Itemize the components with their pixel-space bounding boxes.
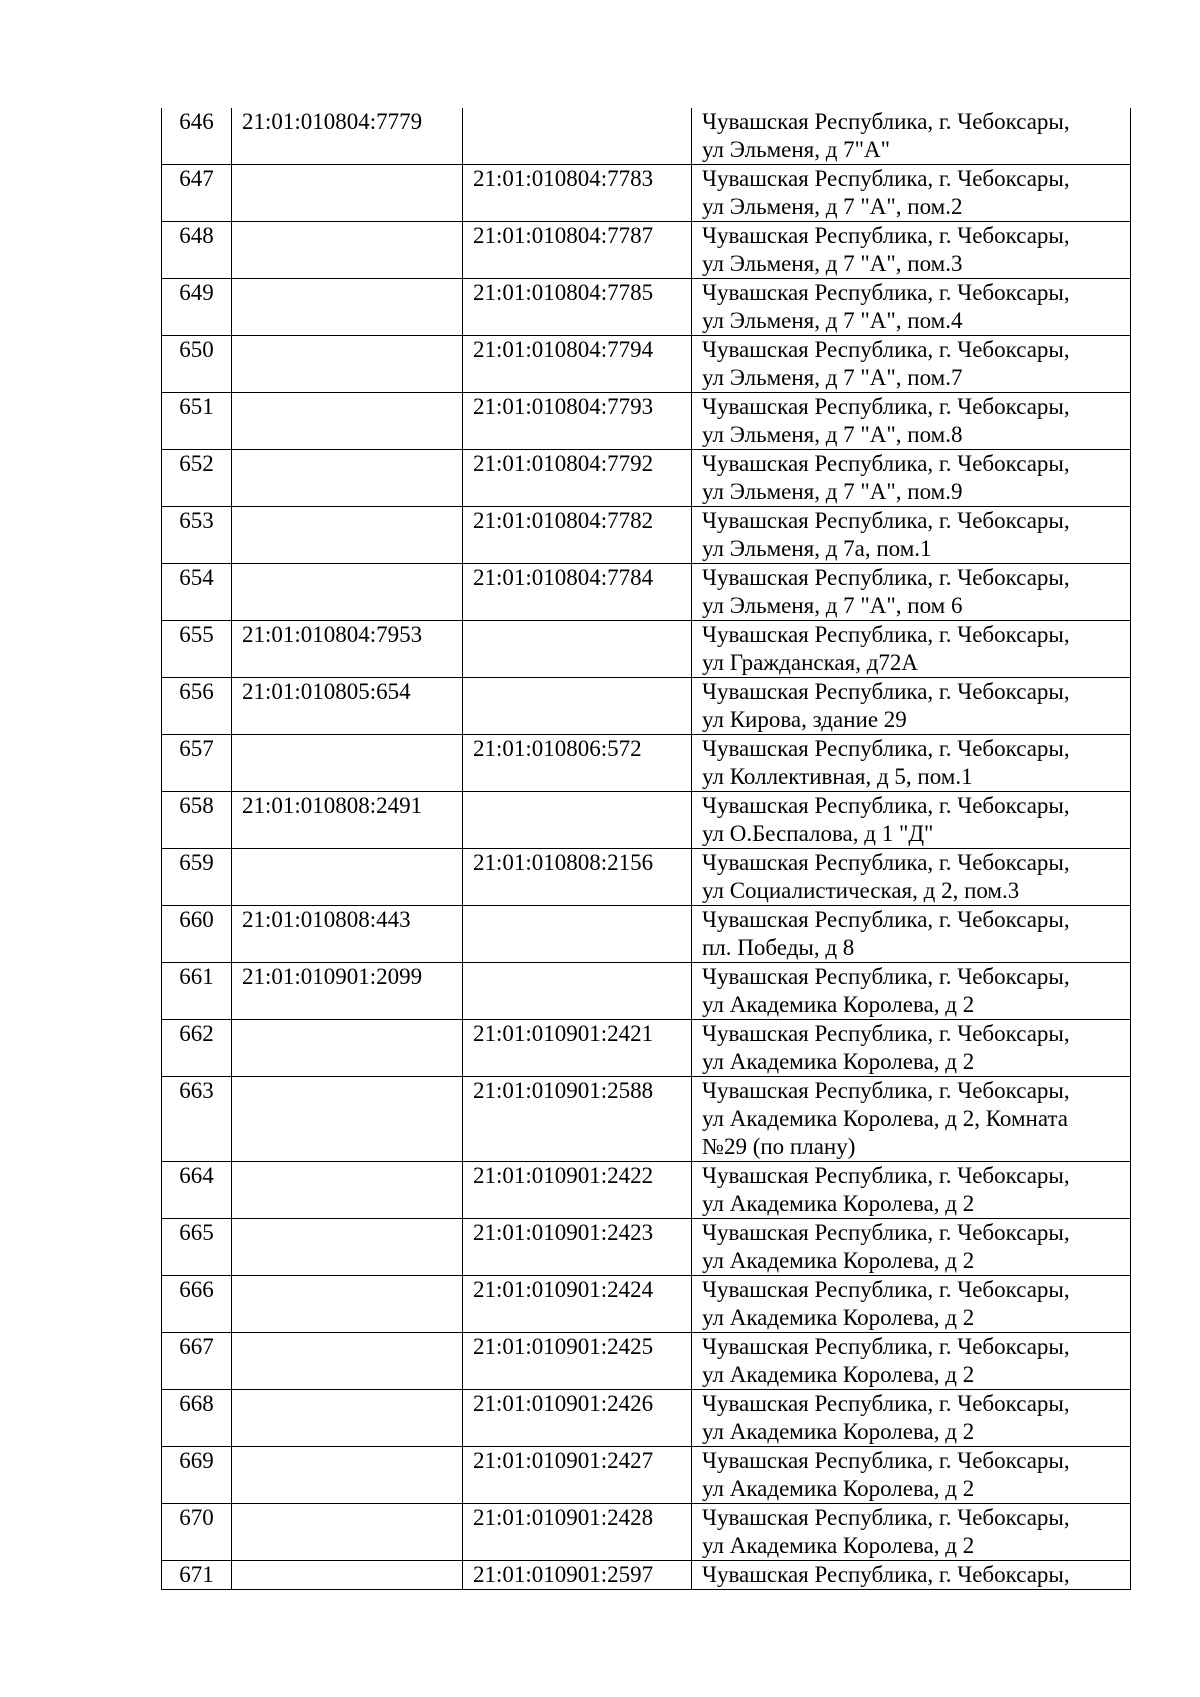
- address-line: Чувашская Республика, г. Чебоксары,: [702, 1277, 1070, 1302]
- address-cell: [692, 1162, 1131, 1219]
- premises-cadastral-number: [463, 621, 692, 678]
- land-cadastral-number: [232, 165, 463, 222]
- address-line: Чувашская Республика, г. Чебоксары,: [702, 394, 1070, 419]
- address-line: Чувашская Республика, г. Чебоксары,: [702, 166, 1070, 191]
- address-line: ул Академика Королева, д 2: [702, 1533, 975, 1558]
- land-cadastral-number: [232, 1561, 463, 1590]
- address-cell: [692, 108, 1131, 165]
- address-line: Чувашская Республика, г. Чебоксары,: [702, 1334, 1070, 1359]
- premises-cadastral-number: [463, 906, 692, 963]
- row-number: 670: [162, 1504, 232, 1561]
- address-line: Чувашская Республика, г. Чебоксары,: [702, 1505, 1070, 1530]
- address-line: №29 (по плану): [702, 1134, 856, 1159]
- address-cell: [692, 393, 1131, 450]
- address-cell: [692, 1561, 1131, 1590]
- address-line: Чувашская Республика, г. Чебоксары,: [702, 109, 1070, 134]
- premises-cadastral-number: 21:01:010901:2421: [463, 1020, 692, 1077]
- address-line: ул Эльменя, д 7 "А", пом.4: [702, 308, 963, 333]
- land-cadastral-number: [232, 1333, 463, 1390]
- land-cadastral-number: [232, 564, 463, 621]
- premises-cadastral-number: 21:01:010804:7785: [463, 279, 692, 336]
- table-row: [162, 1020, 1131, 1077]
- premises-cadastral-number: 21:01:010901:2588: [463, 1077, 692, 1162]
- row-number: 652: [162, 450, 232, 507]
- land-cadastral-number: 21:01:010804:7953: [232, 621, 463, 678]
- land-cadastral-number: [232, 1219, 463, 1276]
- land-cadastral-number: [232, 1276, 463, 1333]
- premises-cadastral-number: [463, 108, 692, 165]
- address-line: ул Эльменя, д 7 "А", пом.3: [702, 251, 963, 276]
- land-cadastral-number: [232, 1077, 463, 1162]
- row-number: 669: [162, 1447, 232, 1504]
- premises-cadastral-number: 21:01:010806:572: [463, 735, 692, 792]
- address-cell: [692, 1020, 1131, 1077]
- row-number: 651: [162, 393, 232, 450]
- land-cadastral-number: [232, 849, 463, 906]
- premises-cadastral-number: 21:01:010804:7794: [463, 336, 692, 393]
- premises-cadastral-number: 21:01:010901:2428: [463, 1504, 692, 1561]
- address-line: ул Социалистическая, д 2, пом.3: [702, 878, 1020, 903]
- address-line: Чувашская Республика, г. Чебоксары,: [702, 1078, 1070, 1103]
- address-line: Чувашская Республика, г. Чебоксары,: [702, 907, 1070, 932]
- table-row: [162, 735, 1131, 792]
- table-row: [162, 1504, 1131, 1561]
- premises-cadastral-number: 21:01:010901:2426: [463, 1390, 692, 1447]
- address-line: Чувашская Республика, г. Чебоксары,: [702, 964, 1070, 989]
- row-number: 659: [162, 849, 232, 906]
- land-cadastral-number: [232, 1504, 463, 1561]
- premises-cadastral-number: 21:01:010808:2156: [463, 849, 692, 906]
- land-cadastral-number: [232, 1020, 463, 1077]
- table-row: [162, 1561, 1131, 1590]
- address-line: ул Гражданская, д72А: [702, 650, 919, 675]
- table-row: [162, 564, 1131, 621]
- row-number: 667: [162, 1333, 232, 1390]
- address-line: ул О.Беспалова, д 1 "Д": [702, 821, 934, 846]
- address-line: Чувашская Республика, г. Чебоксары,: [702, 850, 1070, 875]
- address-line: ул Академика Королева, д 2: [702, 992, 975, 1017]
- land-cadastral-number: [232, 507, 463, 564]
- land-cadastral-number: [232, 735, 463, 792]
- table-row: [162, 792, 1131, 849]
- row-number: 671: [162, 1561, 232, 1590]
- table-row: [162, 906, 1131, 963]
- table-row: [162, 336, 1131, 393]
- address-line: Чувашская Республика, г. Чебоксары,: [702, 223, 1070, 248]
- address-line: Чувашская Республика, г. Чебоксары,: [702, 793, 1070, 818]
- address-line: ул Эльменя, д 7а, пом.1: [702, 536, 932, 561]
- address-cell: [692, 1333, 1131, 1390]
- address-cell: [692, 1276, 1131, 1333]
- table-row: [162, 1390, 1131, 1447]
- land-cadastral-number: [232, 450, 463, 507]
- address-cell: [692, 963, 1131, 1020]
- row-number: 654: [162, 564, 232, 621]
- address-cell: [692, 507, 1131, 564]
- address-cell: [692, 792, 1131, 849]
- address-cell: [692, 849, 1131, 906]
- row-number: 668: [162, 1390, 232, 1447]
- row-number: 666: [162, 1276, 232, 1333]
- table-row: [162, 1219, 1131, 1276]
- address-line: ул Эльменя, д 7 "А", пом.7: [702, 365, 963, 390]
- row-number: 658: [162, 792, 232, 849]
- land-cadastral-number: [232, 1390, 463, 1447]
- premises-cadastral-number: 21:01:010901:2422: [463, 1162, 692, 1219]
- premises-cadastral-number: 21:01:010901:2423: [463, 1219, 692, 1276]
- address-line: ул Эльменя, д 7 "А", пом.2: [702, 194, 963, 219]
- address-cell: [692, 678, 1131, 735]
- address-line: Чувашская Республика, г. Чебоксары,: [702, 1391, 1070, 1416]
- table-row: [162, 963, 1131, 1020]
- address-line: Чувашская Республика, г. Чебоксары,: [702, 508, 1070, 533]
- land-cadastral-number: 21:01:010808:443: [232, 906, 463, 963]
- address-line: Чувашская Республика, г. Чебоксары,: [702, 622, 1070, 647]
- land-cadastral-number: [232, 279, 463, 336]
- address-line: Чувашская Республика, г. Чебоксары,: [702, 280, 1070, 305]
- address-cell: [692, 1077, 1131, 1162]
- premises-cadastral-number: 21:01:010901:2425: [463, 1333, 692, 1390]
- address-line: ул Академика Королева, д 2: [702, 1362, 975, 1387]
- address-cell: [692, 621, 1131, 678]
- land-cadastral-number: 21:01:010804:7779: [232, 108, 463, 165]
- address-cell: [692, 1219, 1131, 1276]
- row-number: 662: [162, 1020, 232, 1077]
- address-cell: [692, 735, 1131, 792]
- premises-cadastral-number: 21:01:010804:7784: [463, 564, 692, 621]
- premises-cadastral-number: 21:01:010804:7792: [463, 450, 692, 507]
- address-cell: [692, 1390, 1131, 1447]
- address-line: Чувашская Республика, г. Чебоксары,: [702, 337, 1070, 362]
- registry-table: [161, 108, 1131, 1590]
- premises-cadastral-number: [463, 792, 692, 849]
- premises-cadastral-number: 21:01:010804:7783: [463, 165, 692, 222]
- land-cadastral-number: [232, 222, 463, 279]
- row-number: 650: [162, 336, 232, 393]
- address-line: ул Эльменя, д 7 "А", пом.8: [702, 422, 963, 447]
- address-line: ул Кирова, здание 29: [702, 707, 907, 732]
- address-cell: [692, 336, 1131, 393]
- address-line: ул Эльменя, д 7"А": [702, 137, 891, 162]
- land-cadastral-number: 21:01:010805:654: [232, 678, 463, 735]
- address-cell: [692, 906, 1131, 963]
- address-line: пл. Победы, д 8: [702, 935, 855, 960]
- address-line: ул Академика Королева, д 2: [702, 1248, 975, 1273]
- premises-cadastral-number: 21:01:010901:2597: [463, 1561, 692, 1590]
- land-cadastral-number: 21:01:010808:2491: [232, 792, 463, 849]
- land-cadastral-number: [232, 1447, 463, 1504]
- row-number: 648: [162, 222, 232, 279]
- table-row: [162, 1077, 1131, 1162]
- premises-cadastral-number: 21:01:010804:7793: [463, 393, 692, 450]
- address-cell: [692, 450, 1131, 507]
- row-number: 661: [162, 963, 232, 1020]
- address-line: ул Коллективная, д 5, пом.1: [702, 764, 973, 789]
- table-row: [162, 849, 1131, 906]
- table-row: [162, 450, 1131, 507]
- land-cadastral-number: 21:01:010901:2099: [232, 963, 463, 1020]
- table-row: [162, 678, 1131, 735]
- row-number: 656: [162, 678, 232, 735]
- land-cadastral-number: [232, 336, 463, 393]
- address-line: Чувашская Республика, г. Чебоксары,: [702, 736, 1070, 761]
- premises-cadastral-number: [463, 678, 692, 735]
- address-line: Чувашская Республика, г. Чебоксары,: [702, 1448, 1070, 1473]
- row-number: 649: [162, 279, 232, 336]
- registry-table-body: [162, 108, 1131, 1590]
- address-cell: [692, 1447, 1131, 1504]
- premises-cadastral-number: 21:01:010901:2424: [463, 1276, 692, 1333]
- table-row: [162, 279, 1131, 336]
- premises-cadastral-number: 21:01:010804:7787: [463, 222, 692, 279]
- row-number: 665: [162, 1219, 232, 1276]
- land-cadastral-number: [232, 1162, 463, 1219]
- land-cadastral-number: [232, 393, 463, 450]
- premises-cadastral-number: 21:01:010901:2427: [463, 1447, 692, 1504]
- table-row: [162, 393, 1131, 450]
- table-row: [162, 621, 1131, 678]
- table-row: [162, 165, 1131, 222]
- address-line: Чувашская Республика, г. Чебоксары,: [702, 1021, 1070, 1046]
- address-cell: [692, 1504, 1131, 1561]
- row-number: 664: [162, 1162, 232, 1219]
- premises-cadastral-number: [463, 963, 692, 1020]
- table-row: [162, 507, 1131, 564]
- address-cell: [692, 279, 1131, 336]
- row-number: 657: [162, 735, 232, 792]
- address-line: ул Академика Королева, д 2: [702, 1049, 975, 1074]
- row-number: 653: [162, 507, 232, 564]
- address-line: ул Академика Королева, д 2: [702, 1191, 975, 1216]
- table-row: [162, 1276, 1131, 1333]
- address-line: ул Академика Королева, д 2, Комната: [702, 1106, 1068, 1131]
- address-line: ул Академика Королева, д 2: [702, 1305, 975, 1330]
- address-line: ул Академика Королева, д 2: [702, 1419, 975, 1444]
- address-line: Чувашская Республика, г. Чебоксары,: [702, 565, 1070, 590]
- address-line: Чувашская Республика, г. Чебоксары,: [702, 679, 1070, 704]
- address-line: ул Эльменя, д 7 "А", пом.9: [702, 479, 963, 504]
- address-cell: [692, 165, 1131, 222]
- address-line: Чувашская Республика, г. Чебоксары,: [702, 1163, 1070, 1188]
- row-number: 647: [162, 165, 232, 222]
- row-number: 646: [162, 108, 232, 165]
- address-cell: [692, 564, 1131, 621]
- row-number: 663: [162, 1077, 232, 1162]
- address-line: ул Академика Королева, д 2: [702, 1476, 975, 1501]
- table-row: [162, 108, 1131, 165]
- address-line: Чувашская Республика, г. Чебоксары,: [702, 451, 1070, 476]
- address-line: ул Эльменя, д 7 "А", пом 6: [702, 593, 963, 618]
- row-number: 655: [162, 621, 232, 678]
- table-row: [162, 1333, 1131, 1390]
- table-row: [162, 222, 1131, 279]
- table-row: [162, 1447, 1131, 1504]
- address-cell: [692, 222, 1131, 279]
- premises-cadastral-number: 21:01:010804:7782: [463, 507, 692, 564]
- address-line: Чувашская Республика, г. Чебоксары,: [702, 1220, 1070, 1245]
- address-line: Чувашская Республика, г. Чебоксары,: [702, 1562, 1070, 1587]
- table-row: [162, 1162, 1131, 1219]
- row-number: 660: [162, 906, 232, 963]
